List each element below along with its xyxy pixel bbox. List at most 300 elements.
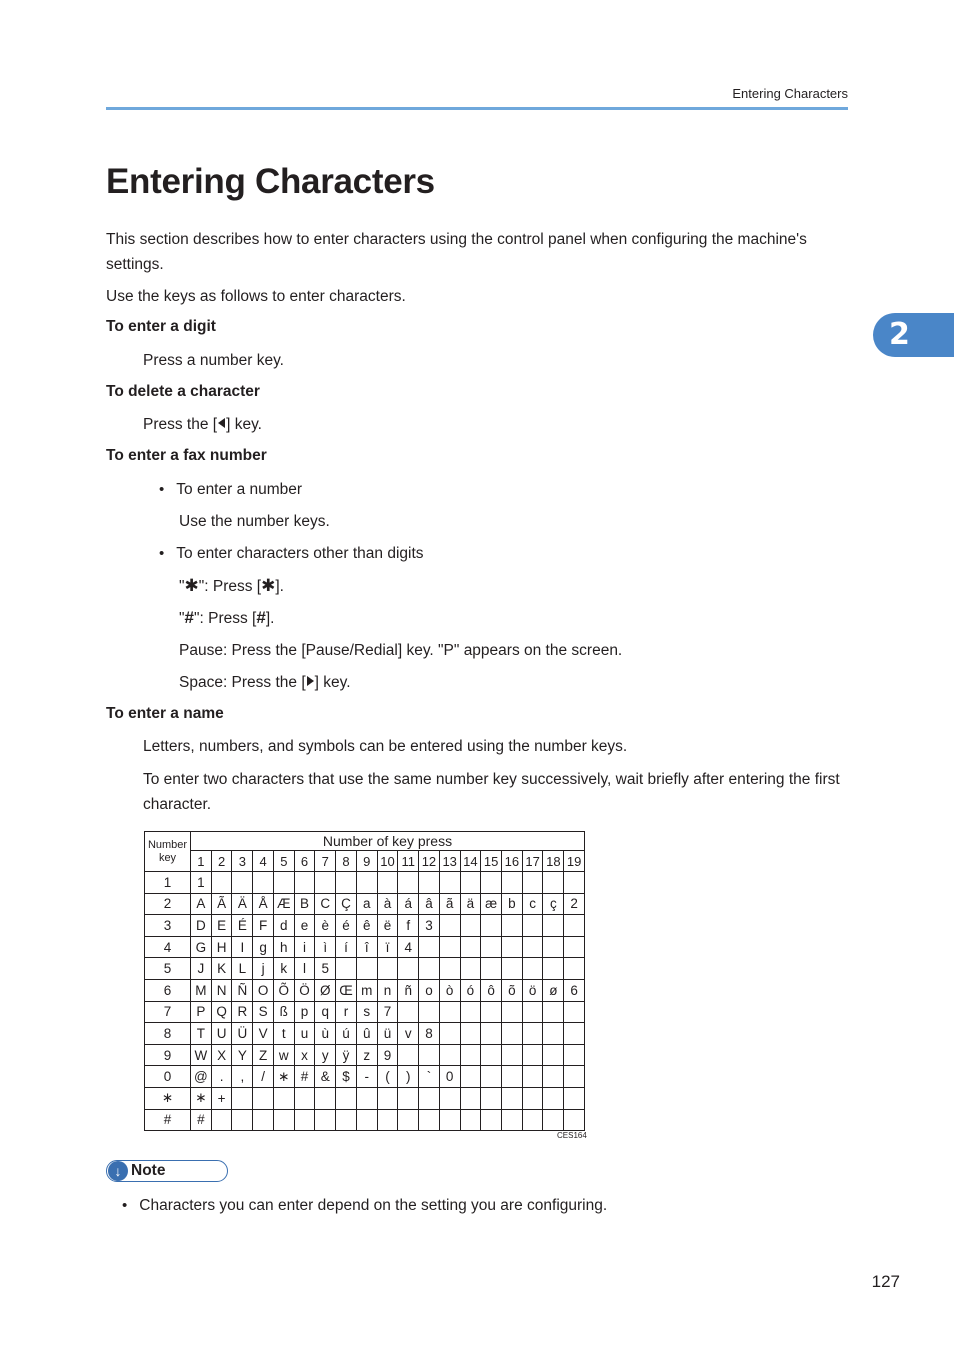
character-cell: f (398, 915, 419, 937)
character-cell: û (356, 1023, 377, 1045)
character-cell (564, 872, 585, 894)
character-cell (460, 936, 481, 958)
character-cell (419, 1109, 440, 1131)
character-cell (211, 872, 232, 894)
character-cell (502, 936, 523, 958)
right-arrow-icon (307, 676, 314, 686)
heading-delete-character: To delete a character (106, 383, 260, 400)
key-press-number: 14 (460, 851, 481, 872)
character-cell (460, 1109, 481, 1131)
intro-paragraph-2: Use the keys as follows to enter characters. (106, 288, 406, 305)
character-cell: H (211, 936, 232, 958)
number-key-cell: ∗ (145, 1087, 191, 1109)
character-cell (232, 872, 253, 894)
key-press-number: 13 (439, 851, 460, 872)
character-cell: U (211, 1023, 232, 1045)
character-cell (315, 1109, 336, 1131)
character-cell (273, 1109, 294, 1131)
key-press-number: 6 (294, 851, 315, 872)
character-cell (543, 915, 564, 937)
character-cell (460, 872, 481, 894)
character-cell: ñ (398, 979, 419, 1001)
character-cell (564, 1109, 585, 1131)
character-cell: í (336, 936, 357, 958)
table-row (145, 893, 585, 915)
character-cell: S (253, 1001, 274, 1023)
character-cell: 8 (419, 1023, 440, 1045)
character-cell: X (211, 1044, 232, 1066)
character-cell: 4 (398, 936, 419, 958)
character-cell: x (294, 1044, 315, 1066)
name-text-2: To enter two characters that use the same number key successively, wait briefly after entering the first character. (143, 771, 840, 813)
character-cell (522, 915, 543, 937)
fax-pause-line: Pause: Press the [Pause/Redial] key. "P" appears on the screen. (179, 642, 623, 659)
key-press-number: 19 (564, 851, 585, 872)
character-cell: C (315, 893, 336, 915)
character-cell (294, 1087, 315, 1109)
character-cell: u (294, 1023, 315, 1045)
character-cell: 9 (377, 1044, 398, 1066)
chapter-tab: 2 (873, 313, 954, 357)
key-press-number: 11 (398, 851, 419, 872)
character-cell: ú (336, 1023, 357, 1045)
character-cell: Q (211, 1001, 232, 1023)
character-cell (315, 1087, 336, 1109)
character-cell (543, 1001, 564, 1023)
character-cell: à (377, 893, 398, 915)
number-key-header: Number key (145, 832, 191, 872)
character-cell: ∗ (273, 1066, 294, 1088)
character-cell (398, 1044, 419, 1066)
character-cell (398, 958, 419, 980)
table-row (145, 1109, 585, 1131)
character-cell (460, 1087, 481, 1109)
character-cell (502, 915, 523, 937)
character-cell: è (315, 915, 336, 937)
character-cell (377, 1109, 398, 1131)
key-press-number: 12 (419, 851, 440, 872)
character-cell (481, 1066, 502, 1088)
character-cell: g (253, 936, 274, 958)
character-cell (439, 936, 460, 958)
key-press-number: 15 (481, 851, 502, 872)
character-cell (439, 958, 460, 980)
character-cell: é (336, 915, 357, 937)
character-cell (522, 1087, 543, 1109)
character-cell (419, 1044, 440, 1066)
character-cell (502, 1066, 523, 1088)
key-press-number: 2 (211, 851, 232, 872)
character-cell: Õ (273, 979, 294, 1001)
character-cell (564, 1044, 585, 1066)
character-cell: 5 (315, 958, 336, 980)
character-cell: ò (439, 979, 460, 1001)
character-cell (211, 1109, 232, 1131)
character-cell: q (315, 1001, 336, 1023)
character-cell (439, 1109, 460, 1131)
character-cell (336, 1109, 357, 1131)
character-cell (460, 915, 481, 937)
fax-hash-line: "#": Press [#]. (179, 608, 275, 627)
character-cell: ö (522, 979, 543, 1001)
heading-enter-digit: To enter a digit (106, 318, 216, 335)
character-cell: t (273, 1023, 294, 1045)
character-cell (543, 958, 564, 980)
character-cell (481, 936, 502, 958)
table-row (145, 1023, 585, 1045)
key-press-number: 1 (191, 851, 212, 872)
character-cell: E (211, 915, 232, 937)
character-cell: O (253, 979, 274, 1001)
number-key-cell: 7 (145, 1001, 191, 1023)
number-key-cell: 9 (145, 1044, 191, 1066)
number-key-cell: 3 (145, 915, 191, 937)
character-cell: L (232, 958, 253, 980)
character-cell: ∗ (191, 1087, 212, 1109)
character-table (144, 831, 585, 1131)
left-arrow-icon (218, 418, 225, 428)
character-cell (439, 1044, 460, 1066)
character-cell: 3 (419, 915, 440, 937)
character-cell (481, 1023, 502, 1045)
character-cell (273, 1087, 294, 1109)
figure-id: CES164 (557, 1131, 587, 1140)
character-cell: ç (543, 893, 564, 915)
character-cell: ó (460, 979, 481, 1001)
asterisk-icon: ✱ (261, 576, 276, 595)
down-arrow-icon: ↓ (108, 1161, 128, 1181)
character-cell (398, 1109, 419, 1131)
fax-star-line: "✱": Press [✱]. (179, 576, 284, 595)
key-press-number: 16 (502, 851, 523, 872)
character-cell: Æ (273, 893, 294, 915)
character-cell: P (191, 1001, 212, 1023)
character-cell: ô (481, 979, 502, 1001)
character-cell: Œ (336, 979, 357, 1001)
character-cell: m (356, 979, 377, 1001)
character-cell: Ö (294, 979, 315, 1001)
fax-bullet-1: • To enter a number (159, 481, 303, 498)
character-cell: W (191, 1044, 212, 1066)
character-cell: B (294, 893, 315, 915)
character-cell: Ã (211, 893, 232, 915)
character-cell: ä (460, 893, 481, 915)
delete-text: Press the [ ] key. (143, 416, 262, 433)
table-row (145, 1066, 585, 1088)
character-cell: k (273, 958, 294, 980)
character-cell: a (356, 893, 377, 915)
character-cell (439, 1001, 460, 1023)
character-cell: ) (398, 1066, 419, 1088)
number-key-cell: 1 (145, 872, 191, 894)
page-number: 127 (871, 1272, 900, 1291)
number-key-cell: 2 (145, 893, 191, 915)
character-cell: á (398, 893, 419, 915)
character-cell: G (191, 936, 212, 958)
bullet-icon: • (122, 1197, 128, 1214)
character-cell (564, 1001, 585, 1023)
asterisk-icon: ✱ (184, 576, 199, 595)
character-cell: p (294, 1001, 315, 1023)
character-cell: 2 (564, 893, 585, 915)
character-cell (377, 958, 398, 980)
character-cell (419, 1001, 440, 1023)
character-cell: ÿ (336, 1044, 357, 1066)
character-cell: i (294, 936, 315, 958)
character-cell: I (232, 936, 253, 958)
character-cell: v (398, 1023, 419, 1045)
heading-enter-name: To enter a name (106, 705, 224, 722)
character-cell (419, 872, 440, 894)
key-press-header: Number of key press (191, 832, 585, 851)
character-cell: ê (356, 915, 377, 937)
key-press-number: 18 (543, 851, 564, 872)
character-cell: F (253, 915, 274, 937)
character-cell (439, 915, 460, 937)
intro-paragraph: This section describes how to enter characters using the control panel when configuring the machine's settings. (106, 231, 807, 273)
character-cell (398, 872, 419, 894)
number-key-cell: 0 (145, 1066, 191, 1088)
hash-icon: # (256, 608, 266, 627)
character-cell (522, 1044, 543, 1066)
key-press-number: 5 (273, 851, 294, 872)
character-cell: æ (481, 893, 502, 915)
character-cell: ` (419, 1066, 440, 1088)
character-cell (294, 1109, 315, 1131)
character-cell (543, 1023, 564, 1045)
character-cell (522, 1066, 543, 1088)
character-cell (439, 1087, 460, 1109)
character-cell (481, 872, 502, 894)
character-cell (253, 1087, 274, 1109)
number-key-cell: 6 (145, 979, 191, 1001)
character-cell: ã (439, 893, 460, 915)
character-cell (502, 1001, 523, 1023)
running-header: Entering Characters (732, 86, 848, 101)
fax-bullet-1-text: Use the number keys. (179, 513, 330, 530)
key-press-numbers-row (145, 851, 585, 872)
character-cell: / (253, 1066, 274, 1088)
fax-space-line: Space: Press the [ ] key. (179, 674, 351, 691)
character-cell: # (294, 1066, 315, 1088)
character-cell (502, 1109, 523, 1131)
character-cell: h (273, 936, 294, 958)
character-cell (564, 1087, 585, 1109)
character-cell: Ü (232, 1023, 253, 1045)
character-cell (398, 1087, 419, 1109)
character-cell (522, 872, 543, 894)
character-cell: Ø (315, 979, 336, 1001)
character-cell (481, 1044, 502, 1066)
fax-bullet-2: • To enter characters other than digits (159, 545, 424, 562)
character-cell (460, 958, 481, 980)
character-cell: ø (543, 979, 564, 1001)
character-cell (481, 1087, 502, 1109)
character-cell: â (419, 893, 440, 915)
character-cell: j (253, 958, 274, 980)
character-cell: , (232, 1066, 253, 1088)
character-cell (253, 872, 274, 894)
character-cell: Ñ (232, 979, 253, 1001)
character-cell (522, 1001, 543, 1023)
character-cell: É (232, 915, 253, 937)
character-cell: r (336, 1001, 357, 1023)
character-cell: ß (273, 1001, 294, 1023)
character-cell: s (356, 1001, 377, 1023)
character-cell: $ (336, 1066, 357, 1088)
table-row (145, 979, 585, 1001)
header-rule (106, 107, 848, 110)
character-cell: ï (377, 936, 398, 958)
character-cell: J (191, 958, 212, 980)
character-cell: b (502, 893, 523, 915)
number-key-cell: # (145, 1109, 191, 1131)
character-cell (543, 1087, 564, 1109)
character-cell (502, 872, 523, 894)
character-cell (564, 958, 585, 980)
character-cell (564, 1023, 585, 1045)
character-cell: T (191, 1023, 212, 1045)
character-cell: o (419, 979, 440, 1001)
character-cell (481, 1109, 502, 1131)
character-cell: & (315, 1066, 336, 1088)
character-cell: . (211, 1066, 232, 1088)
character-cell (543, 1066, 564, 1088)
number-key-cell: 5 (145, 958, 191, 980)
character-cell: l (294, 958, 315, 980)
number-key-cell: 4 (145, 936, 191, 958)
character-cell (481, 958, 502, 980)
key-press-number: 7 (315, 851, 336, 872)
character-cell: c (522, 893, 543, 915)
character-cell (439, 872, 460, 894)
character-cell (232, 1109, 253, 1131)
character-cell: w (273, 1044, 294, 1066)
character-cell (502, 1023, 523, 1045)
name-text-1: Letters, numbers, and symbols can be entered using the number keys. (143, 738, 628, 755)
character-cell: K (211, 958, 232, 980)
character-cell: - (356, 1066, 377, 1088)
character-cell: Y (232, 1044, 253, 1066)
character-cell: Ç (336, 893, 357, 915)
character-cell (564, 1066, 585, 1088)
table-row (145, 958, 585, 980)
number-key-cell: 8 (145, 1023, 191, 1045)
character-cell (356, 1087, 377, 1109)
character-cell: D (191, 915, 212, 937)
character-cell (460, 1001, 481, 1023)
character-cell: î (356, 936, 377, 958)
character-cell (522, 1109, 543, 1131)
character-cell (294, 872, 315, 894)
character-cell (522, 936, 543, 958)
character-cell (543, 872, 564, 894)
hash-icon: # (184, 608, 194, 627)
key-press-number: 4 (253, 851, 274, 872)
character-cell: ù (315, 1023, 336, 1045)
character-cell: Ä (232, 893, 253, 915)
character-cell: 1 (191, 872, 212, 894)
character-cell (336, 958, 357, 980)
table-row (145, 1001, 585, 1023)
character-cell: A (191, 893, 212, 915)
note-label: Note (131, 1162, 166, 1179)
character-cell (356, 958, 377, 980)
character-cell (481, 1001, 502, 1023)
character-cell (502, 1087, 523, 1109)
character-cell (315, 872, 336, 894)
key-press-number: 9 (356, 851, 377, 872)
character-cell: ü (377, 1023, 398, 1045)
character-cell (232, 1087, 253, 1109)
character-cell (502, 958, 523, 980)
character-cell: n (377, 979, 398, 1001)
character-cell: 7 (377, 1001, 398, 1023)
table-row (145, 915, 585, 937)
bullet-icon: • (159, 481, 165, 498)
page-title: Entering Characters (106, 162, 435, 201)
character-cell (522, 958, 543, 980)
character-cell: ë (377, 915, 398, 937)
table-row (145, 872, 585, 894)
character-cell: @ (191, 1066, 212, 1088)
character-cell (419, 936, 440, 958)
character-cell: N (211, 979, 232, 1001)
character-cell (543, 936, 564, 958)
table-row (145, 1087, 585, 1109)
character-cell (460, 1023, 481, 1045)
character-cell (356, 1109, 377, 1131)
character-cell: z (356, 1044, 377, 1066)
character-cell: + (211, 1087, 232, 1109)
character-cell (460, 1044, 481, 1066)
character-cell (253, 1109, 274, 1131)
character-cell: R (232, 1001, 253, 1023)
character-cell: M (191, 979, 212, 1001)
character-cell (419, 958, 440, 980)
character-cell: 0 (439, 1066, 460, 1088)
bullet-icon: • (159, 545, 165, 562)
character-cell: # (191, 1109, 212, 1131)
character-cell: V (253, 1023, 274, 1045)
character-cell (439, 1023, 460, 1045)
table-row (145, 1044, 585, 1066)
character-cell (564, 936, 585, 958)
character-cell: ì (315, 936, 336, 958)
character-cell (502, 1044, 523, 1066)
key-press-number: 3 (232, 851, 253, 872)
heading-fax-number: To enter a fax number (106, 447, 267, 464)
character-cell (273, 872, 294, 894)
character-cell (398, 1001, 419, 1023)
character-cell: ( (377, 1066, 398, 1088)
note-bullet: • Characters you can enter depend on the setting you are configuring. (122, 1197, 608, 1214)
character-cell (460, 1066, 481, 1088)
character-cell: e (294, 915, 315, 937)
character-cell: Å (253, 893, 274, 915)
character-cell (481, 915, 502, 937)
table-row (145, 936, 585, 958)
character-cell (356, 872, 377, 894)
character-cell (377, 872, 398, 894)
key-press-number: 8 (336, 851, 357, 872)
character-cell (377, 1087, 398, 1109)
character-cell (543, 1109, 564, 1131)
character-cell: Z (253, 1044, 274, 1066)
character-cell: õ (502, 979, 523, 1001)
character-cell: d (273, 915, 294, 937)
key-press-number: 17 (522, 851, 543, 872)
